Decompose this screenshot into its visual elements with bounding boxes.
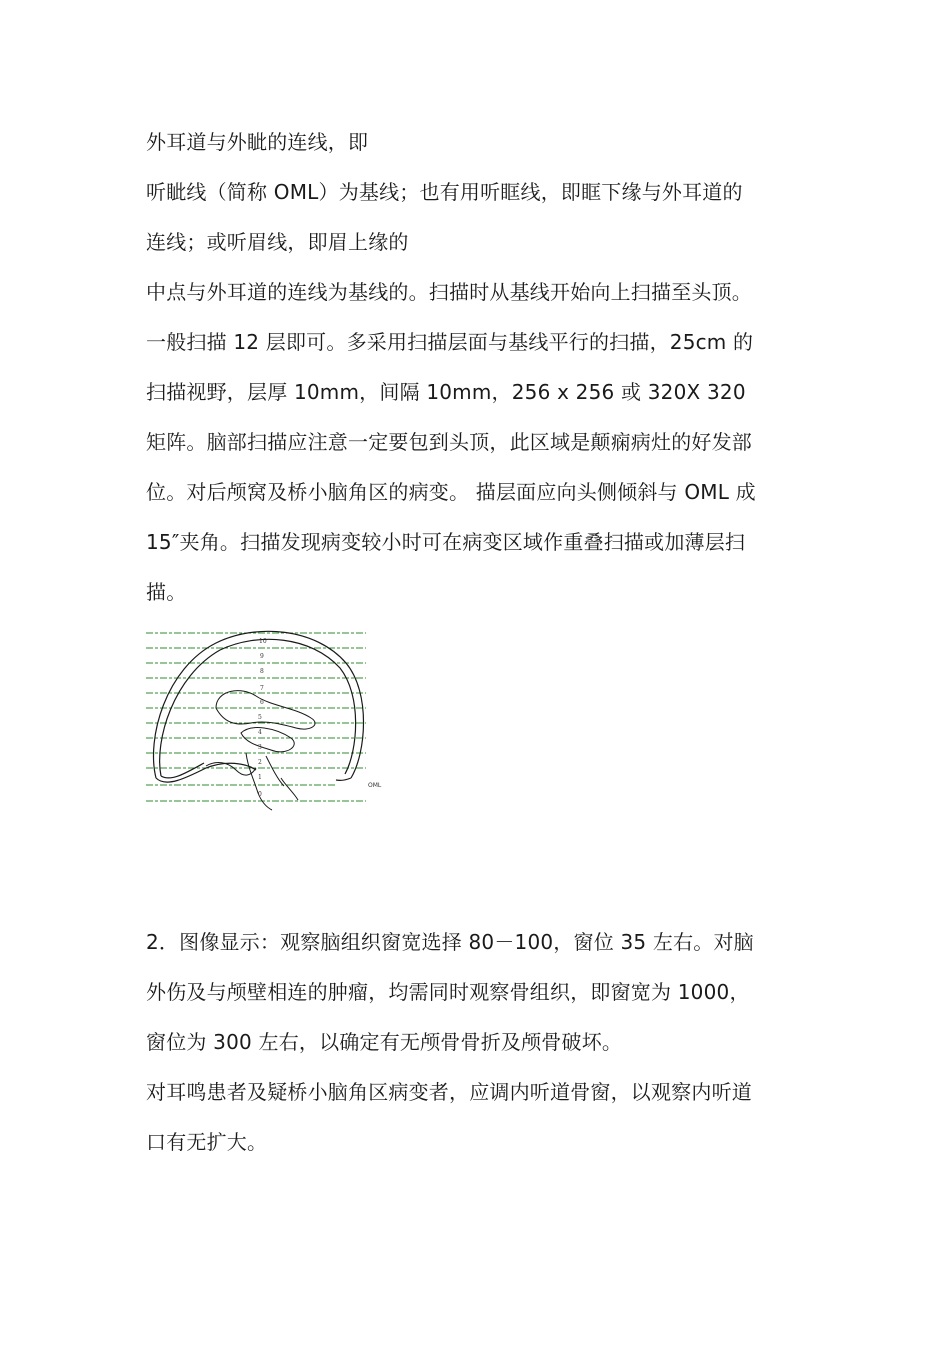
oml-baseline-label: OML — [368, 782, 382, 789]
text-line: 15″夹角。扫描发现病变较小时可在病变区域作重叠扫描或加薄层扫 — [146, 530, 746, 554]
slice-label: 8 — [260, 668, 264, 675]
text-line: 口有无扩大。 — [146, 1130, 268, 1154]
text-line: 矩阵。脑部扫描应注意一定要包到头顶，此区域是颠痫病灶的好发部 — [146, 430, 752, 454]
text-line: 对耳鸣患者及疑桥小脑角区病变者，应调内听道骨窗，以观察内听道 — [146, 1080, 752, 1104]
text-line: 描。 — [146, 580, 187, 604]
slice-label: 4 — [258, 729, 262, 736]
slice-label: 3 — [258, 744, 262, 751]
slice-label: 7 — [260, 685, 264, 692]
slice-label: 1 — [258, 774, 262, 781]
slice-label: 9 — [260, 653, 264, 660]
text-line: 一般扫描 12 层即可。多采用扫描层面与基线平行的扫描，25cm 的 — [146, 330, 754, 354]
head-scan-plane-figure — [146, 628, 388, 813]
text-line: 位。对后颅窝及桥小脑角区的病变。 描层面应向头侧倾斜与 OML 成 — [146, 480, 756, 504]
slice-label: 6 — [260, 699, 264, 706]
text-line: 窗位为 300 左右，以确定有无颅骨骨折及颅骨破坏。 — [146, 1030, 623, 1054]
text-line: 扫描视野，层厚 10mm，间隔 10mm，256 x 256 或 320X 320 — [146, 380, 746, 404]
text-line: 听眦线（简称 OML）为基线；也有用听眶线，即眶下缘与外耳道的 — [146, 180, 743, 204]
slice-label: 10 — [259, 638, 267, 645]
slice-label: 0 — [258, 791, 262, 798]
slice-label: 2 — [258, 759, 262, 766]
slice-labels — [258, 638, 267, 798]
text-line: 2．图像显示：观察脑组织窗宽选择 80－100，窗位 35 左右。对脑 — [146, 930, 754, 954]
text-line: 连线；或听眉线，即眉上缘的 — [146, 230, 409, 254]
text-line: 中点与外耳道的连线为基线的。扫描时从基线开始向上扫描至头顶。 — [146, 280, 752, 304]
text-line: 外耳道与外眦的连线，即 — [146, 130, 369, 154]
slice-label: 5 — [258, 714, 262, 721]
text-line: 外伤及与颅壁相连的肿瘤，均需同时观察骨组织，即窗宽为 1000， — [146, 980, 750, 1004]
head-scan-plane-diagram — [146, 628, 388, 813]
